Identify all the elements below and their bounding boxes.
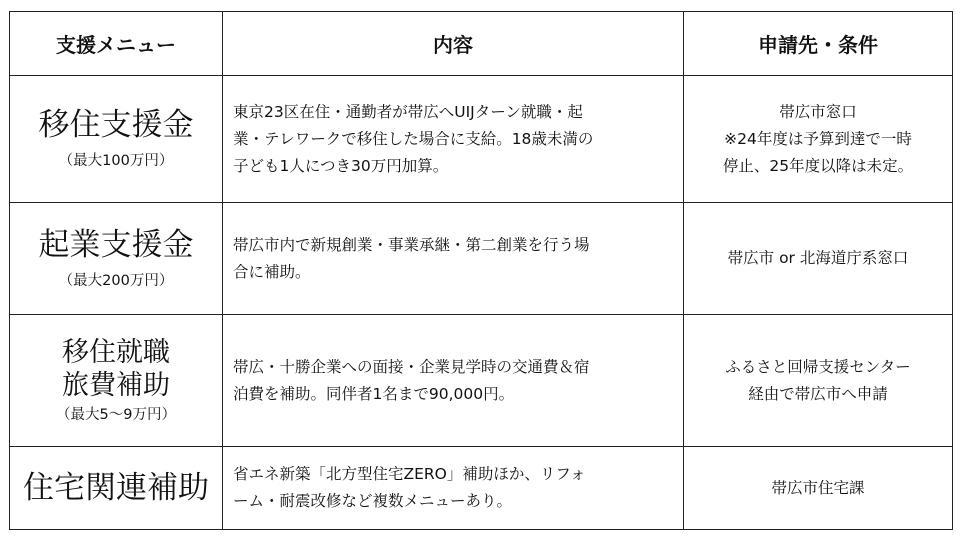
condition-cell <box>684 315 953 447</box>
content-line: 合に補助。 <box>233 262 311 281</box>
content-cell <box>223 315 684 447</box>
menu-limit: （最大200万円） <box>58 272 174 289</box>
content-line: 子ども1人につき30万円加算。 <box>233 156 449 175</box>
content-cell <box>223 76 684 203</box>
condition-line: 帯広市 or 北海道庁系窓口 <box>727 249 909 267</box>
menu-name: 住宅関連補助 <box>23 470 209 506</box>
table-row <box>10 315 953 447</box>
menu-cell <box>10 315 223 447</box>
condition-line: 帯広市窓口 <box>779 102 857 121</box>
menu-name-line: 移住就職 <box>62 336 170 368</box>
content-line: ーム・耐震改修など複数メニューあり。 <box>233 492 513 510</box>
content-line: 業・テレワークで移住した場合に支給。18歳未満の <box>233 129 594 148</box>
content-line: 帯広・十勝企業への面接・企業見学時の交通費＆宿 <box>233 357 590 376</box>
condition-line: 帯広市住宅課 <box>771 478 865 497</box>
menu-cell <box>10 447 223 530</box>
table-row <box>10 447 953 530</box>
menu-name: 移住支援金 <box>38 107 194 143</box>
condition-line: 停止、25年度以降は未定。 <box>722 156 914 175</box>
condition-line: ふるさと回帰支援センター <box>725 357 911 376</box>
condition-cell <box>684 447 953 530</box>
content-line: 帯広市内で新規創業・事業承継・第二創業を行う場 <box>233 235 590 254</box>
menu-cell <box>10 76 223 203</box>
header-content: 内容 <box>223 12 684 76</box>
menu-limit: （最大100万円） <box>58 153 174 169</box>
condition-line: 経由で帯広市へ申請 <box>748 384 888 403</box>
condition-line: ※24年度は予算到達で一時 <box>724 129 912 148</box>
table-row <box>10 203 953 315</box>
content-line: 東京23区在住・通勤者が帯広へUIJターン就職・起 <box>233 102 583 121</box>
header-row <box>10 12 953 76</box>
content-cell <box>223 203 684 315</box>
support-menu-table <box>9 11 953 530</box>
content-line: 省エネ新築「北方型住宅ZERO」補助ほか、リフォ <box>233 465 586 483</box>
menu-cell <box>10 203 223 315</box>
menu-name: 起業支援金 <box>38 226 194 263</box>
header-conditions: 申請先・条件 <box>684 12 953 76</box>
condition-cell <box>684 203 953 315</box>
menu-limit: （最大5〜9万円） <box>56 406 176 423</box>
table-row <box>10 76 953 203</box>
content-line: 泊費を補助。同伴者1名まで90,000円。 <box>233 384 515 403</box>
header-menu: 支援メニュー <box>10 12 223 76</box>
condition-cell <box>684 76 953 203</box>
menu-name-line: 旅費補助 <box>62 369 170 401</box>
content-cell <box>223 447 684 530</box>
